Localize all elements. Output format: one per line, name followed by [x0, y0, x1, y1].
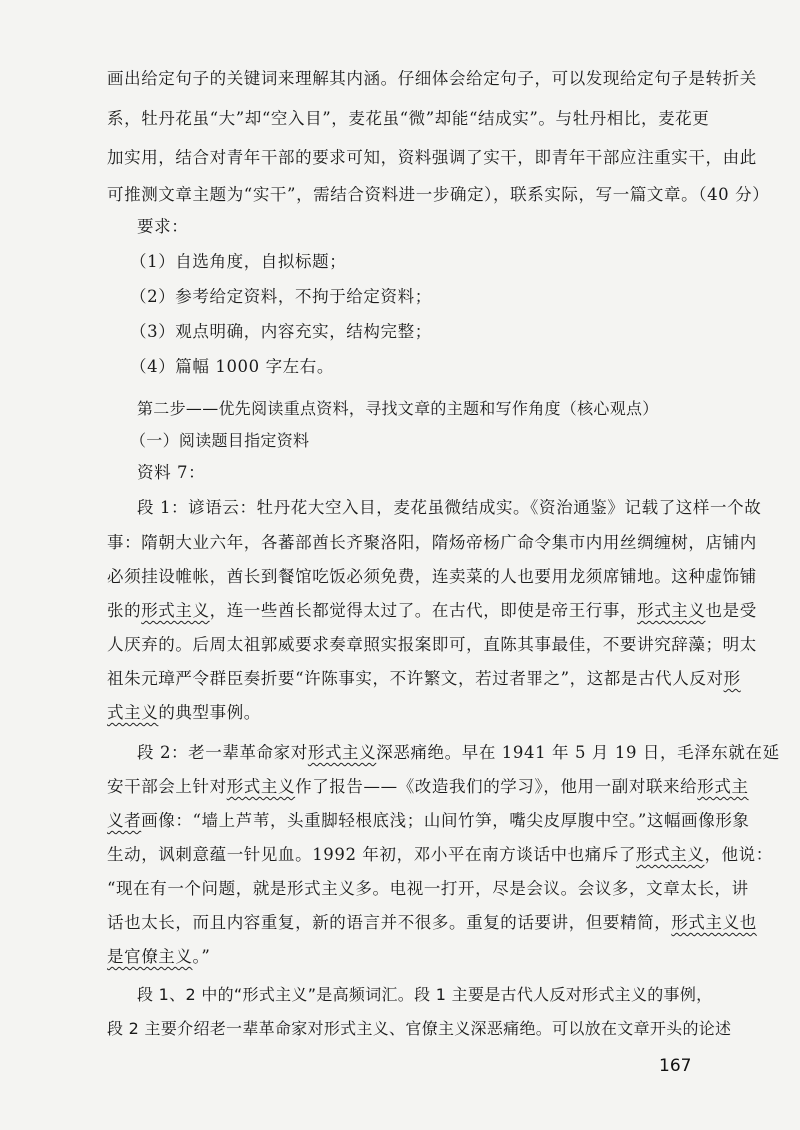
- text-run: 祖朱元璋严令群臣奏折要“许陈事实，不许繁文，若过者罪之”，这都是古代人反对: [107, 669, 724, 688]
- underlined-term: 义者: [107, 811, 142, 830]
- para2-line-5: “现在有一个问题，就是形式主义多。电视一打开，尽是会议。会议多，文章太长，讲: [107, 879, 749, 898]
- para1-line-7: [107, 702, 261, 724]
- analysis-line-1: 段 1、2 中的“形式主义”是高频词汇。段 1 主要是古代人反对形式主义的事例，: [137, 985, 713, 1004]
- text-run: ，连一些酋长都觉得太过了。在古代，即使是帝王行事，: [209, 601, 638, 620]
- text-run: 生动，讽刺意蕴一针见血。1992 年初，邓小平在南方谈话中也痛斥了: [107, 845, 637, 864]
- material-label: 资料 7：: [137, 463, 206, 482]
- requirement-1: （1）自选角度，自拟标题；: [130, 252, 347, 271]
- underlined-term: 形式主义: [307, 743, 377, 762]
- para1-line-1: 段 1：谚语云：牡丹花大空入目，麦花虽微结成实。《资治通鉴》记载了这样一个故: [137, 498, 762, 517]
- text-run: 张的: [107, 601, 142, 620]
- intro-line-1: 画出给定句子的关键词来理解其内涵。仔细体会给定句子，可以发现给定句子是转折关: [107, 69, 757, 88]
- text-run: 安干部会上针对: [107, 777, 227, 796]
- text-run: 的典型事例。: [158, 703, 261, 722]
- text-run: 深恶痛绝。早在 1941 年 5 月 19 日，毛泽东就在延: [376, 743, 780, 762]
- analysis-line-2: 段 2 主要介绍老一辈革命家对形式主义、官僚主义深恶痛绝。可以放在文章开头的论述: [107, 1019, 732, 1038]
- intro-line-3: 加实用，结合对青年干部的要求可知，资料强调了实干，即青年干部应注重实干，由此: [107, 148, 757, 167]
- requirement-3: （3）观点明确，内容充实，结构完整；: [130, 322, 432, 341]
- para1-line-4: [107, 600, 757, 622]
- para1-line-5: 人厌弃的。后周太祖郭威要求奏章照实报案即可，直陈其事最佳，不要讲究辞藻；明太: [107, 635, 757, 654]
- requirement-4: （4）篇幅 1000 字左右。: [130, 357, 334, 376]
- underlined-term: 形式主义: [141, 601, 210, 620]
- underlined-term: 形式主义: [637, 601, 706, 620]
- text-run: 作了报告——《改造我们的学习》，他用一副对联来给: [295, 777, 698, 796]
- text-run: ，他说：: [704, 845, 773, 864]
- text-run: 话也太长，而且内容重复，新的语言并不很多。重复的话要讲，但要精简，: [107, 913, 672, 932]
- text-run: 画像：“墙上芦苇，头重脚轻根底浅；山间竹笋，嘴尖皮厚腹中空。”这幅画像形象: [141, 811, 750, 830]
- step2-subheading: （一）阅读题目指定资料: [130, 431, 310, 450]
- text-run: 也是受: [705, 601, 757, 620]
- underlined-term: 式主义: [107, 703, 159, 722]
- step2-heading: 第二步——优先阅读重点资料，寻找文章的主题和写作角度（核心观点）: [137, 399, 659, 418]
- para2-line-4: [107, 844, 773, 866]
- para2-line-7: [107, 946, 210, 968]
- underlined-term: 形式主义也: [671, 913, 757, 932]
- underlined-term: 形式主义: [226, 777, 296, 796]
- text-run: 段 2：老一辈革命家对: [137, 743, 308, 762]
- para2-line-2: [107, 776, 749, 798]
- requirement-2: （2）参考给定资料，不拘于给定资料；: [130, 287, 432, 306]
- underlined-term: 形: [723, 669, 741, 688]
- para1-line-3: 必须挂设帷帐，酋长到餐馆吃饭必须免费，连卖菜的人也要用龙须席铺地。这种虚饰铺: [107, 567, 757, 586]
- page-number: 167: [659, 1056, 692, 1076]
- underlined-term: 是官僚主义: [107, 947, 193, 966]
- intro-line-4: 可推测文章主题为“实干”，需结合资料进一步确定），联系实际，写一篇文章。（40 分）: [107, 185, 770, 204]
- para2-line-1: [137, 742, 780, 764]
- para1-line-6: [107, 668, 741, 690]
- underlined-term: 形式主: [697, 777, 749, 796]
- underlined-term: 形式主义: [636, 845, 705, 864]
- intro-line-2: 系，牡丹花虽“大”却“空入目”，麦花虽“微”却能“结成实”。与牡丹相比，麦花更: [107, 109, 710, 128]
- text-run: 。”: [192, 947, 211, 966]
- para2-line-6: [107, 912, 757, 934]
- para2-line-3: [107, 810, 750, 832]
- requirements-title: 要求：: [137, 217, 189, 236]
- para1-line-2: 事：隋朝大业六年，各蕃部酋长齐聚洛阳，隋炀帝杨广命令集市内用丝绸缠树，店铺内: [107, 533, 757, 552]
